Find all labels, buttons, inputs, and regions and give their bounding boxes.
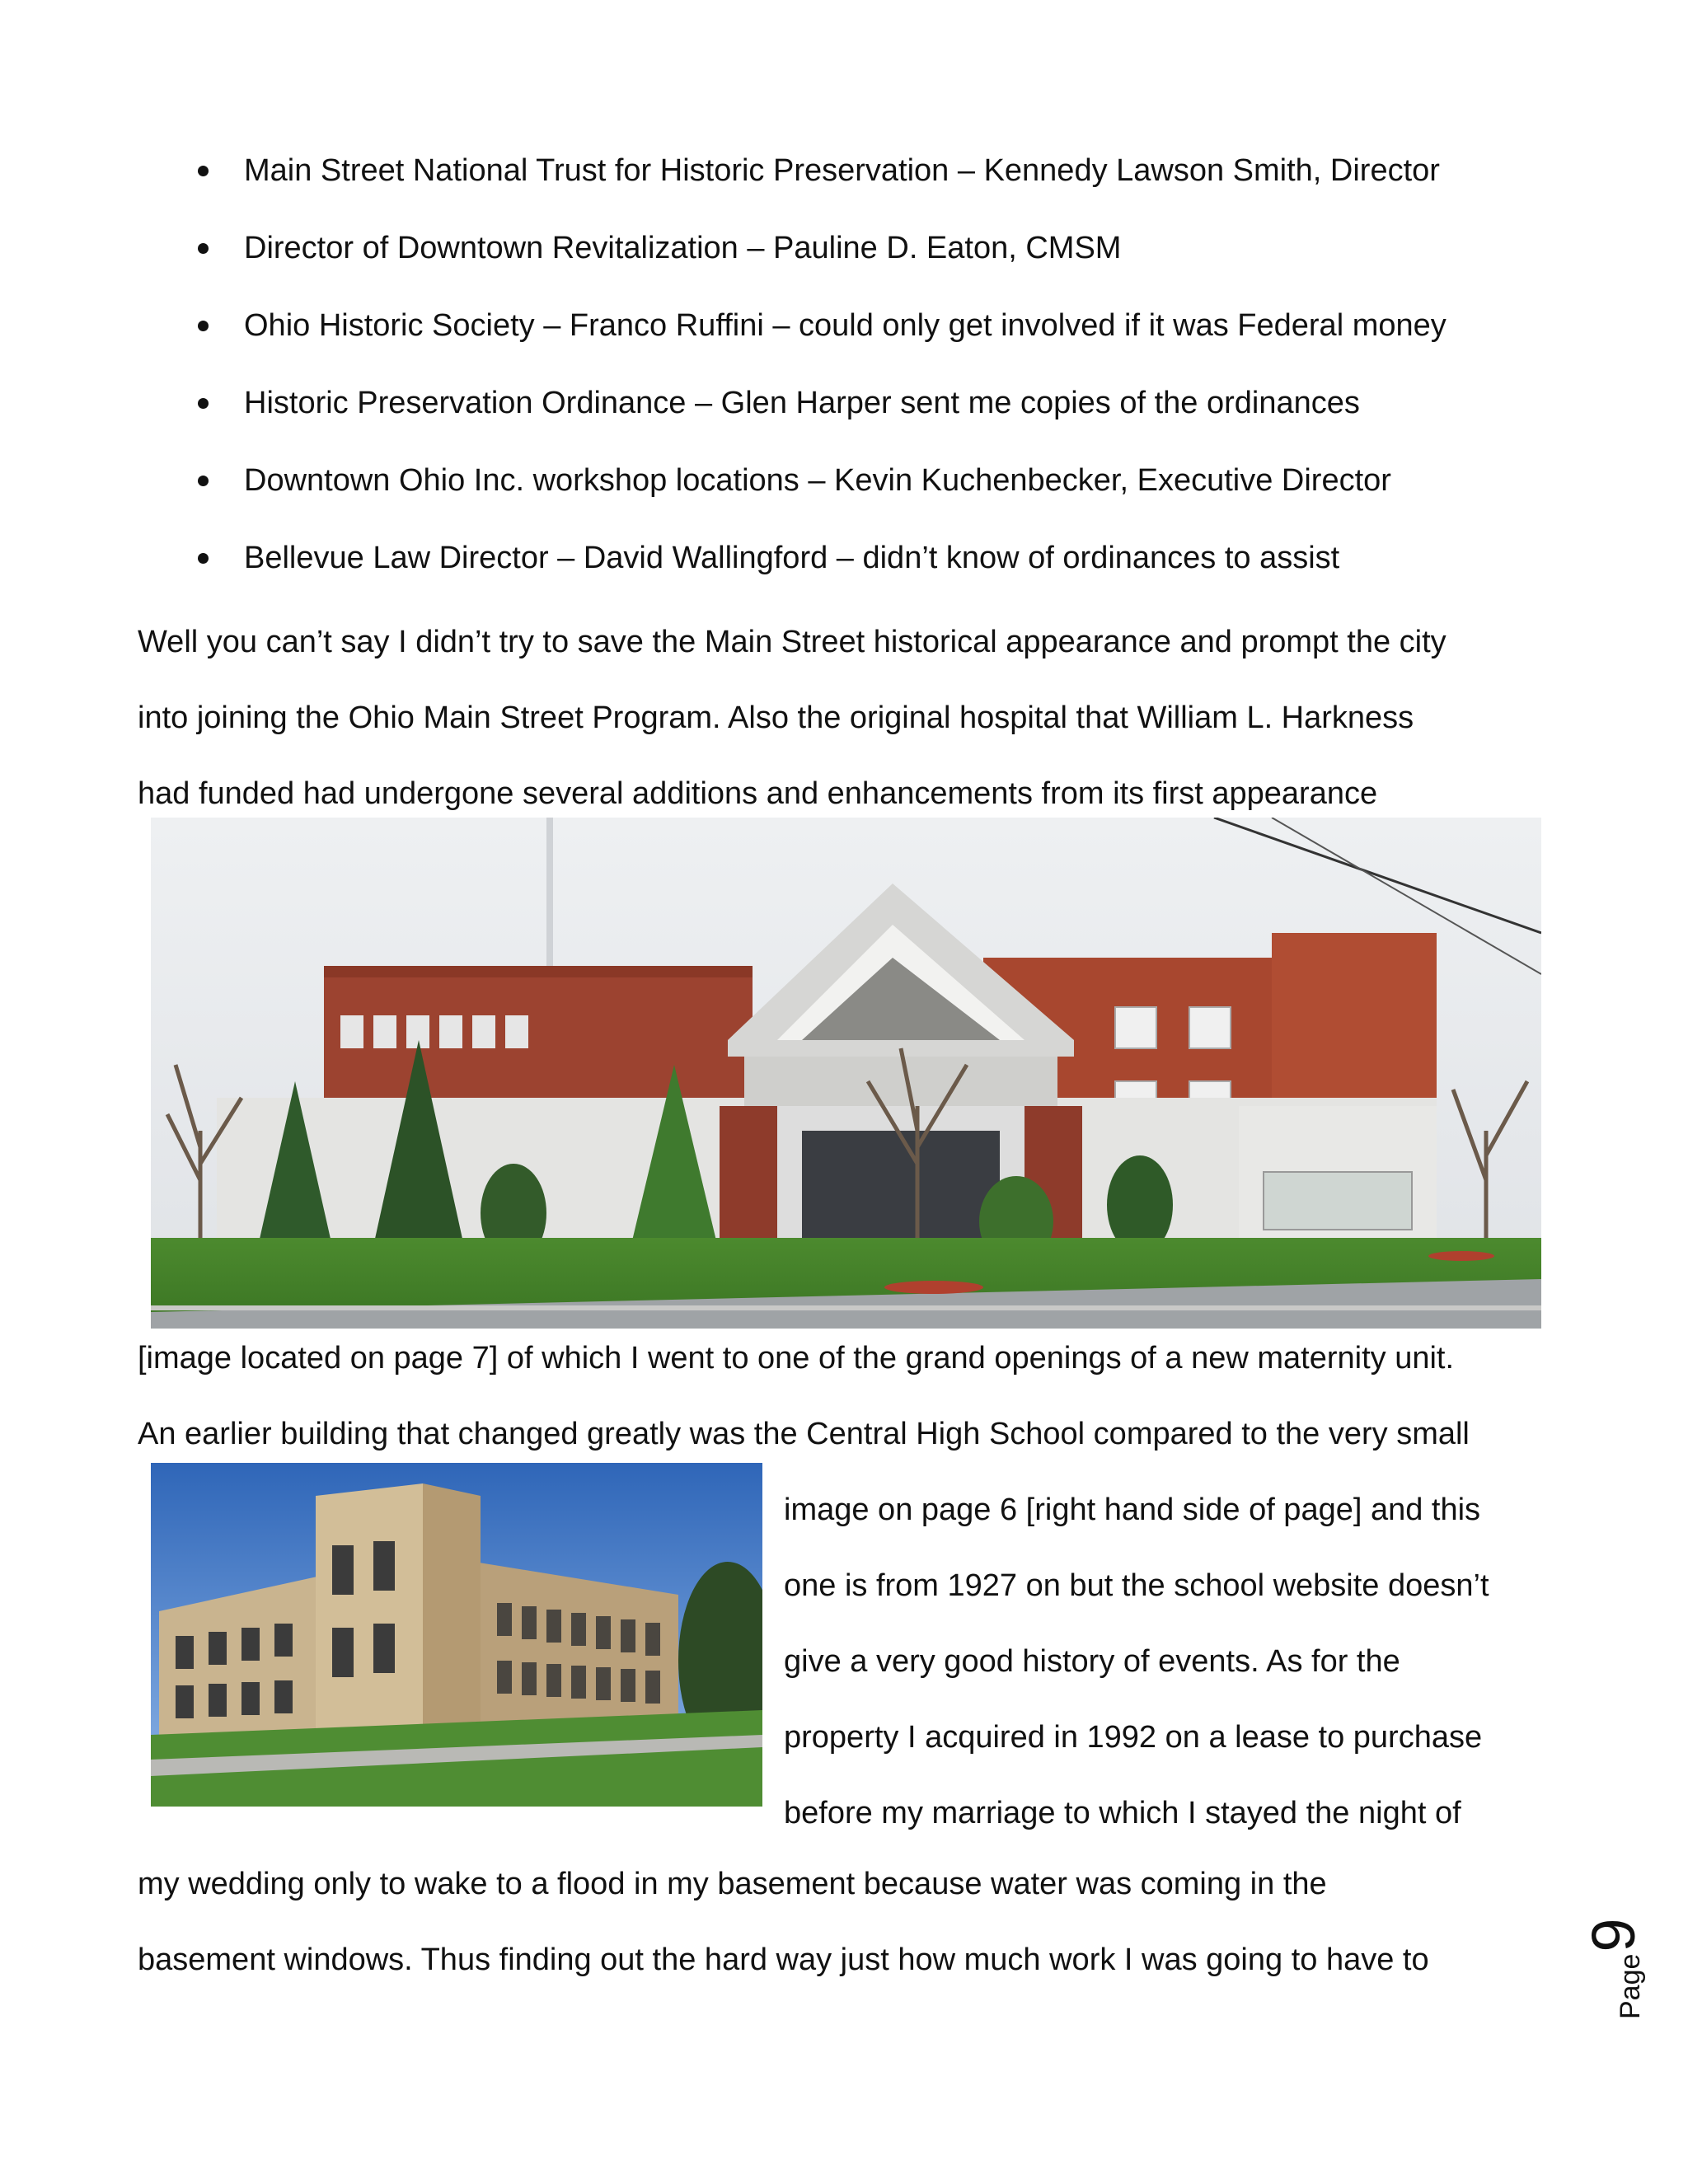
bullet-icon: [198, 243, 209, 254]
page-number-rotated: [1578, 1904, 1648, 2019]
list-item: [198, 287, 1599, 364]
bullet-text: Main Street National Trust for Historic Preservation – Kennedy Lawson Smith, Director: [244, 153, 1440, 188]
bullet-icon: [198, 476, 209, 486]
list-item: [198, 364, 1599, 442]
text-line: give a very good history of events. As for the: [784, 1644, 1400, 1679]
paragraph-maternity: [138, 1320, 1470, 1472]
page-number-value: 9: [1579, 1918, 1648, 1952]
bullet-icon: [198, 398, 209, 409]
page-label: Page: [1615, 1953, 1646, 2019]
list-item: [198, 209, 1599, 287]
bullet-text: Director of Downtown Revitalization – Pauline D. Eaton, CMSM: [244, 231, 1122, 265]
bullet-text: Downtown Ohio Inc. workshop locations – Kevin Kuchenbecker, Executive Director: [244, 463, 1391, 498]
list-item: [198, 442, 1599, 519]
text-line: image on page 6 [right hand side of page] and this: [784, 1493, 1481, 1527]
paragraph-basement: [138, 1846, 1429, 1998]
page-number: [1578, 1904, 1648, 2019]
high-school-photo: [151, 1463, 762, 1807]
bullet-icon: [198, 166, 209, 176]
list-item: [198, 519, 1599, 597]
bullet-text: Historic Preservation Ordinance – Glen Harper sent me copies of the ordinances: [244, 386, 1360, 420]
text-line: basement windows. Thus finding out the hard way just how much work I was going to have to: [138, 1943, 1429, 1977]
text-line: before my marriage to which I stayed the night of: [784, 1796, 1461, 1830]
text-line: my wedding only to wake to a flood in my basement because water was coming in the: [138, 1867, 1327, 1901]
hospital-photo: [151, 818, 1541, 1329]
paragraph-hospital: [138, 604, 1447, 832]
wrapped-paragraph: [784, 1472, 1489, 1851]
text-line: An earlier building that changed greatly was the Central High School compared to the very small: [138, 1417, 1470, 1451]
text-line: into joining the Ohio Main Street Program. Also the original hospital that William L. Harkness: [138, 701, 1414, 735]
text-line: Well you can’t say I didn’t try to save the Main Street historical appearance and prompt the city: [138, 625, 1447, 659]
text-line: had funded had undergone several additions and enhancements from its first appearance: [138, 776, 1378, 811]
bullet-text: Bellevue Law Director – David Wallingford – didn’t know of ordinances to assist: [244, 541, 1340, 575]
list-item: [198, 132, 1599, 209]
bullet-text: Ohio Historic Society – Franco Ruffini – could only get involved if it was Federal money: [244, 308, 1447, 343]
bullet-icon: [198, 321, 209, 331]
bullet-icon: [198, 553, 209, 564]
text-line: one is from 1927 on but the school website doesn’t: [784, 1568, 1489, 1603]
text-line: [image located on page 7] of which I went to one of the grand openings of a new maternity unit.: [138, 1341, 1455, 1376]
contact-bullet-list: [198, 132, 1599, 597]
text-line: property I acquired in 1992 on a lease to purchase: [784, 1720, 1483, 1755]
